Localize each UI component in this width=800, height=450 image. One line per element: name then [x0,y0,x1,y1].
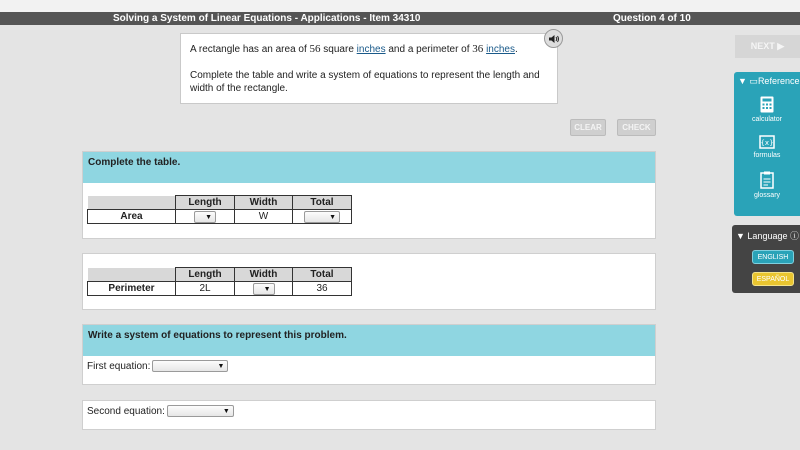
area-value: 56 [309,43,321,55]
english-button[interactable]: ENGLISH [752,250,794,264]
svg-text:{x}: {x} [760,139,774,147]
audio-speaker-button[interactable] [544,29,563,48]
language-panel [732,225,800,293]
inches-link-2[interactable]: inches [486,44,515,55]
second-equation-card [82,400,656,430]
glossary-icon [760,171,774,189]
area-total-cell [293,210,352,224]
perimeter-width-cell [235,282,293,296]
reference-title: Reference [757,76,800,86]
second-equation-label: Second equation: [87,405,165,417]
next-button[interactable]: NEXT ▶ [735,35,800,58]
info-icon: ⓘ [789,231,799,241]
inches-link-1[interactable]: inches [356,44,386,55]
col-width-header: Width [235,196,293,210]
first-equation-row [87,360,228,372]
area-width-cell: W [235,210,293,224]
problem-prompt [180,33,558,104]
prompt-instruction: Complete the table and write a system of equations to represent the length and width of the rectangle. [190,70,540,94]
reference-glossary[interactable] [734,171,800,199]
clear-button[interactable]: CLEAR [570,119,606,136]
check-button[interactable]: CHECK [617,119,656,136]
language-panel-header[interactable]: ▼ Language ⓘ [736,231,799,241]
area-table [87,195,352,224]
reference-calculator[interactable] [734,96,800,123]
perimeter-length-cell: 2L [176,282,235,296]
second-equation-row [87,405,234,417]
reference-formulas[interactable] [734,135,800,159]
equations-section-heading: Write a system of equations to represent this problem. [83,325,655,356]
prompt-statement: A rectangle has an area of 56 square inches and a perimeter of 36 inches. [190,43,518,55]
second-equation-dropdown[interactable] [167,405,234,417]
book-icon: ▭ [749,76,758,86]
perimeter-table-card [82,253,656,310]
col-total-header: Total [293,268,352,282]
language-title: Language [747,231,788,241]
glossary-label: glossary [753,192,781,199]
speaker-icon [548,34,560,44]
perimeter-width-dropdown[interactable] [253,283,275,295]
perimeter-value: 36 [472,43,484,55]
chevron-down-icon: ▼ [329,213,336,221]
item-title: Solving a System of Linear Equations - Applications - Item 34310 [113,13,421,24]
area-length-cell [176,210,235,224]
perimeter-table [87,267,352,296]
reference-panel [734,72,800,216]
top-strip [0,0,800,12]
perimeter-total-cell: 36 [293,282,352,296]
area-length-dropdown[interactable] [194,211,216,223]
row-label-area: Area [88,210,176,224]
calculator-label: calculator [752,116,782,123]
table-section-heading: Complete the table. [83,152,655,183]
area-total-dropdown[interactable] [304,211,340,223]
row-label-perimeter: Perimeter [88,282,176,296]
col-length-header: Length [176,268,235,282]
chevron-down-icon: ▼ [217,363,225,370]
reference-panel-header[interactable]: ▼ ▭Reference [738,76,800,86]
formulas-label: formulas [753,152,781,159]
first-equation-label: First equation: [87,360,151,372]
chevron-down-icon: ▼ [205,213,212,221]
col-total-header: Total [293,196,352,210]
col-length-header: Length [176,196,235,210]
spanish-button[interactable]: ESPAÑOL [752,272,794,286]
col-width-header: Width [235,268,293,282]
question-counter: Question 4 of 10 [613,13,691,24]
chevron-down-icon: ▼ [222,408,230,415]
first-equation-dropdown[interactable] [152,360,228,372]
area-table-card [82,151,656,239]
calculator-icon [760,96,774,113]
equations-card [82,324,656,385]
formulas-icon [759,135,775,149]
chevron-down-icon: ▼ [263,285,271,293]
title-bar [0,12,800,25]
